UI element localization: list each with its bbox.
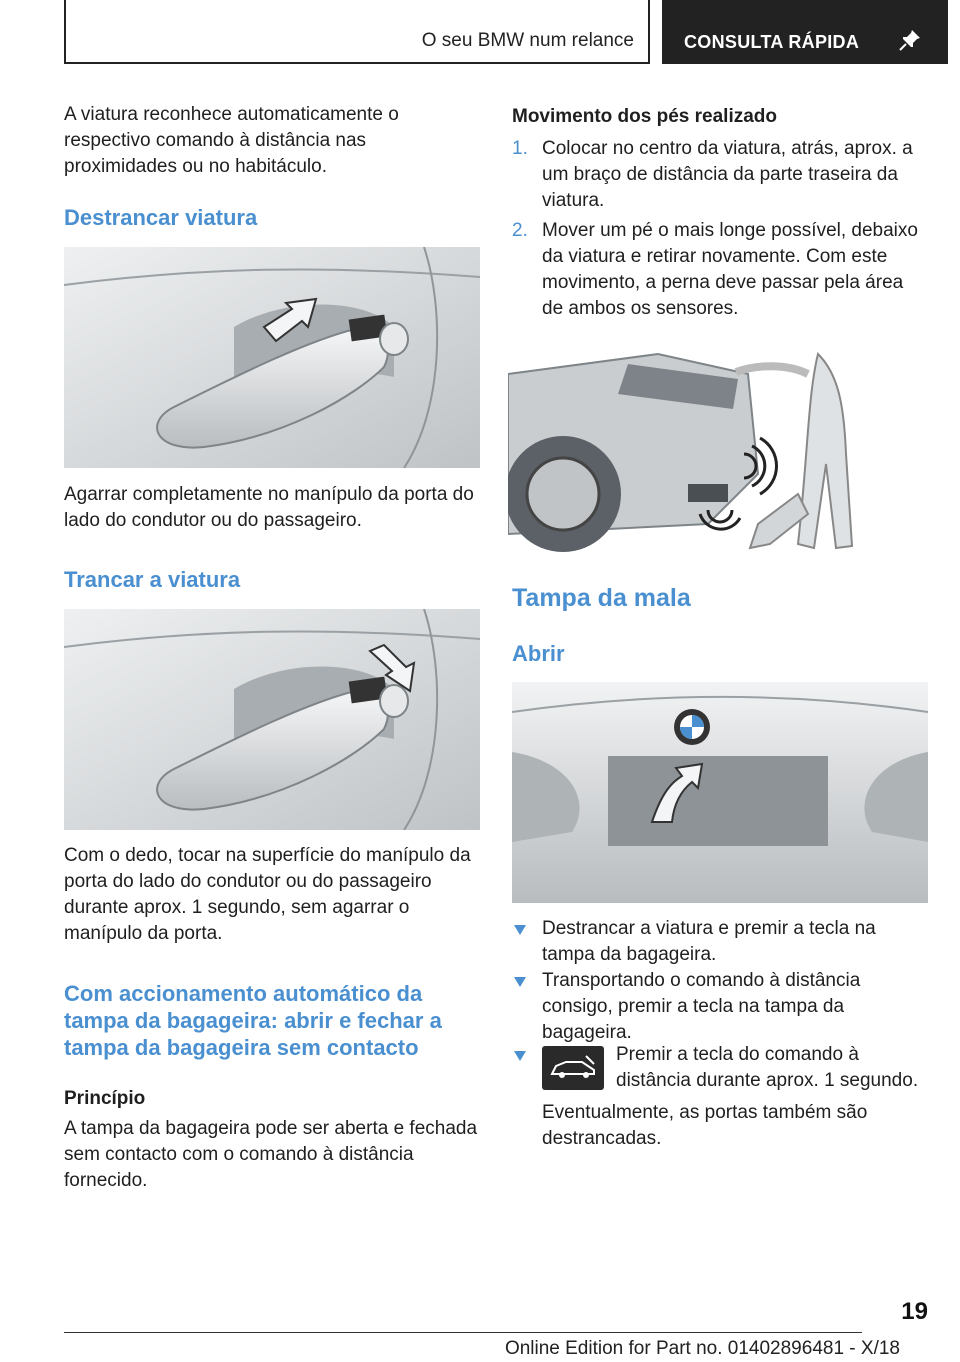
step-number: 2. xyxy=(512,220,528,241)
step-number: 1. xyxy=(512,138,528,159)
list-item xyxy=(512,968,928,1043)
key-bullet-text: Premir a tecla do comando à distância durante aprox. 1 segundo. xyxy=(616,1044,919,1091)
auto-tailgate-heading-line-3: tampa da bagageira sem contacto xyxy=(64,1035,419,1060)
list-item xyxy=(512,218,928,324)
bullet-triangle-icon xyxy=(514,977,526,987)
auto-tailgate-heading-line-2: tampa da bagageira: abrir e fechar a xyxy=(64,1008,442,1033)
open-heading: Abrir xyxy=(512,641,565,666)
trunk-button-illustration xyxy=(512,682,928,903)
principle-heading: Princípio xyxy=(64,1088,146,1109)
header-section-title: O seu BMW num relance xyxy=(421,30,634,51)
footer-divider xyxy=(64,1332,862,1333)
bullet-text: Destrancar a viatura e premir a tecla na tampa da bagageira. xyxy=(542,918,876,965)
header-tab[interactable] xyxy=(662,0,948,64)
note-text: Eventualmente, as portas também são destrancadas. xyxy=(542,1102,868,1149)
car-trunk-key-icon xyxy=(542,1046,604,1090)
page-number: 19 xyxy=(901,1298,928,1325)
door-handle-unlock-figure xyxy=(64,247,480,468)
list-item xyxy=(512,1042,928,1102)
door-handle-lock-illustration xyxy=(64,609,480,830)
foot-movement-figure xyxy=(508,334,923,555)
list-item xyxy=(512,136,928,216)
lock-heading: Trancar a viatura xyxy=(64,567,241,592)
header-tab-label: CONSULTA RÁPIDA xyxy=(684,32,860,52)
step-text: Colocar no centro da viatura, atrás, aprox. a um braço de distância da parte traseira da viatura. xyxy=(542,138,913,211)
lock-text: Com o dedo, tocar na superfície do manípulo da porta do lado do condutor ou do passageiro durante aprox. 1 segundo, sem agarrar o manípulo da porta. xyxy=(64,845,471,944)
step-text: Mover um pé o mais longe possível, debaixo da viatura e retirar novamente. Com este movimento, a perna deve passar pela área de ambos os sensores. xyxy=(542,220,918,319)
unlock-text: Agarrar completamente no manípulo da porta do lado do condutor ou do passageiro. xyxy=(64,484,474,531)
header-section-box xyxy=(64,0,650,64)
auto-tailgate-heading-line-1: Com accionamento automático da xyxy=(64,981,423,1006)
unlock-heading: Destrancar viatura xyxy=(64,205,258,230)
intro-text: A viatura reconhece automaticamente o respectivo comando à distância nas proximidades ou no habitáculo. xyxy=(64,104,399,177)
foot-movement-illustration xyxy=(508,334,923,555)
principle-text: A tampa da bagageira pode ser aberta e fechada sem contacto com o comando à distância fornecido. xyxy=(64,1118,478,1191)
pin-icon xyxy=(898,28,922,52)
bullet-triangle-icon xyxy=(514,925,526,935)
movement-heading: Movimento dos pés realizado xyxy=(512,106,777,127)
trunk-button-figure xyxy=(512,682,928,903)
list-item xyxy=(512,916,928,970)
bullet-text: Transportando o comando à distância consigo, premir a tecla na tampa da bagageira. xyxy=(542,970,861,1043)
footer-edition: Online Edition for Part no. 01402896481 - X/18 xyxy=(504,1338,900,1359)
door-handle-unlock-illustration xyxy=(64,247,480,468)
bullet-triangle-icon xyxy=(514,1051,526,1061)
trunk-heading: Tampa da mala xyxy=(512,584,691,612)
door-handle-lock-figure xyxy=(64,609,480,830)
